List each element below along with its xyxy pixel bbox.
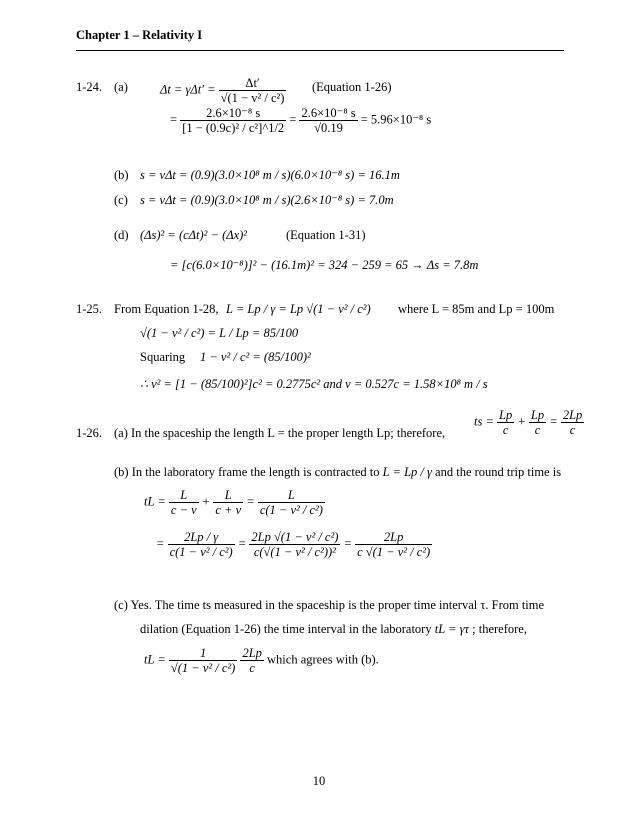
eq-1-24a-line1 [160,76,286,105]
eq-fraction-1 [497,408,514,437]
frac-denominator: [1 − (0.9c)² / c²]^1/2 [182,121,285,135]
eq-1-24a-line2: = $\frac{\text{2.6×10⁻⁸ s}}{\text{[1 − (0.9c)² / c²]\textasciicircum{}1/2}}$ = $\frac{\text{2.6×10⁻⁸ s}}{√0.19}$ = 5.96×10⁻⁸ s [170,106,432,135]
problem-number-1-24: 1-24. [76,80,103,94]
p126a-text: (a) In the spaceship the length L = the proper length Lp; therefore, [114,426,446,440]
eq-sign: = [549,414,558,429]
eq-fraction-2 [249,530,340,559]
frac-numerator: L [258,488,325,503]
plus-sign: + [201,494,211,509]
eq-1-25-line2: √(1 − v² / c²) = L / Lp = 85/100 [140,326,299,340]
eq-fraction [219,76,287,105]
eq-fraction-3 [561,408,584,437]
frac-numerator: 2Lp [355,530,432,545]
frac-denominator: c √(1 − v² / c²) [357,545,431,559]
frac-numerator: 2Lp √(1 − v² / c²) [251,530,339,544]
frac-denominator: c(1 − v² / c²) [169,545,233,559]
p126b-text-post: and the round trip time is [435,465,562,479]
eq-fraction-1 [169,646,237,675]
eq-1-26b-line2: = $\frac{2Lp / \gamma}{\text{c(1 − v² / c²)}}$ = $\frac{\text{2Lp √(1 − v² / c²)}}{\text{c(√(1 − v² / c²))²}}$ = $\frac{2Lp}{\text{c √(1 − v² / c²)}}$ [156,530,431,559]
eq-fraction-1 [169,488,199,517]
part-c-label: (c) [114,193,128,207]
problem-number-1-25: 1-25. [76,302,103,316]
eq-1-25-length: L = Lp / γ = Lp √(1 − v² / c²) [226,302,371,316]
p125-intro: From Equation 1-28, [114,302,219,316]
eq-1-25-line4: ∴ v² = [1 − (85/100)²]c² = 0.2775c² and v = 0.527c = 1.58×10⁸ m / s [140,377,488,391]
frac-denominator: c − v [170,503,197,517]
eq-result: = 5.96×10⁻⁸ s [360,112,432,127]
eq-ref-1-31: (Equation 1-31) [286,228,366,242]
frac-numerator: 1 [169,646,237,661]
eq-1-26c [144,646,379,675]
p126c-line2-post: ; therefore, [472,622,527,636]
frac-numerator: L [213,488,243,503]
plus-sign: + [517,414,526,429]
eq-ref-1-26: (Equation 1-26) [312,80,392,94]
eq-1-24c: s = vΔt = (0.9)(3.0×10⁸ m / s)(2.6×10⁻⁸ s) = 7.0m [140,193,394,207]
header-rule [76,50,564,51]
frac-numerator: Lp [530,408,545,422]
eq-dilation: tL = γτ [434,622,470,636]
squaring-label: Squaring [140,350,186,364]
eq-fraction-1 [180,106,286,135]
p126c-line2-pre: dilation (Equation 1-26) the time interval in the laboratory [140,622,432,636]
eq-lhs: tL = [144,652,166,667]
eq-fraction-2 [529,408,546,437]
frac-numerator: 2Lp [562,408,583,422]
frac-numerator: 2Lp / γ [168,530,235,545]
eq-sign: = [246,494,255,509]
eq-fraction-2 [299,106,357,135]
frac-denominator: √(1 − v² / c²) [170,661,236,675]
frac-denominator: √(1 − v² / c²) [220,91,285,105]
frac-denominator: c [569,423,576,437]
eq-contract: L = Lp / γ [382,465,432,479]
eq-fraction-1 [168,530,235,559]
eq-fraction-3 [258,488,325,517]
eq-lhs: ts = [474,414,494,429]
eq-1-24d-line2: = [c(6.0×10⁻⁸)]² − (16.1m)² = 324 − 259 = 65 → Δs = 7.8m [170,258,479,272]
chapter-header: Chapter 1 – Relativity I [76,28,203,42]
frac-denominator: √0.19 [314,121,343,135]
frac-denominator: c [534,423,541,437]
eq-fraction-2 [240,646,263,675]
frac-denominator: c [502,423,509,437]
frac-numerator: 2Lp [242,646,262,660]
frac-numerator: 2.6×10⁻⁸ s [301,106,356,120]
frac-numerator: 2.6×10⁻⁸ s [180,106,286,121]
frac-numerator: Lp [499,408,513,422]
frac-denominator: c [249,661,255,675]
part-d-label: (d) [114,228,129,242]
p126b-text-pre: (b) In the laboratory frame the length is contracted to [114,465,380,479]
eq-lhs: tL = [144,494,166,509]
frac-numerator: Δt′ [219,76,287,91]
frac-denominator: c + v [215,503,242,517]
eq-fraction-3 [355,530,432,559]
eq-fraction-2 [213,488,243,517]
eq-lhs: Δt = γΔt′ = [160,82,216,97]
eq-1-25-line3: 1 − v² / c² = (85/100)² [200,350,311,364]
agree-text: which agrees with (b). [267,652,379,667]
p126c-line1: (c) Yes. The time ts measured in the spaceship is the proper time interval τ. From time [114,598,545,612]
p126b-text [114,465,561,479]
eq-sign: = [170,112,178,127]
eq-1-26b-line1 [144,488,325,517]
eq-sign: = [156,536,165,551]
eq-1-25-where: where L = 85m and Lp = 100m [398,302,555,316]
frac-denominator: c(√(1 − v² / c²))² [253,545,336,559]
eq-1-24d-line1: (Δs)² = (cΔt)² − (Δx)² [140,228,248,242]
problem-number-1-26: 1-26. [76,426,103,440]
frac-numerator: L [169,488,199,503]
part-b-label: (b) [114,168,129,182]
part-a-label: (a) [114,80,128,94]
p126c-line2 [140,622,527,636]
page-number: 10 [312,774,326,788]
eq-1-24b: s = vΔt = (0.9)(3.0×10⁸ m / s)(6.0×10⁻⁸ s) = 16.1m [140,168,400,182]
eq-1-26a [474,408,584,437]
frac-denominator: c(1 − v² / c²) [259,503,323,517]
